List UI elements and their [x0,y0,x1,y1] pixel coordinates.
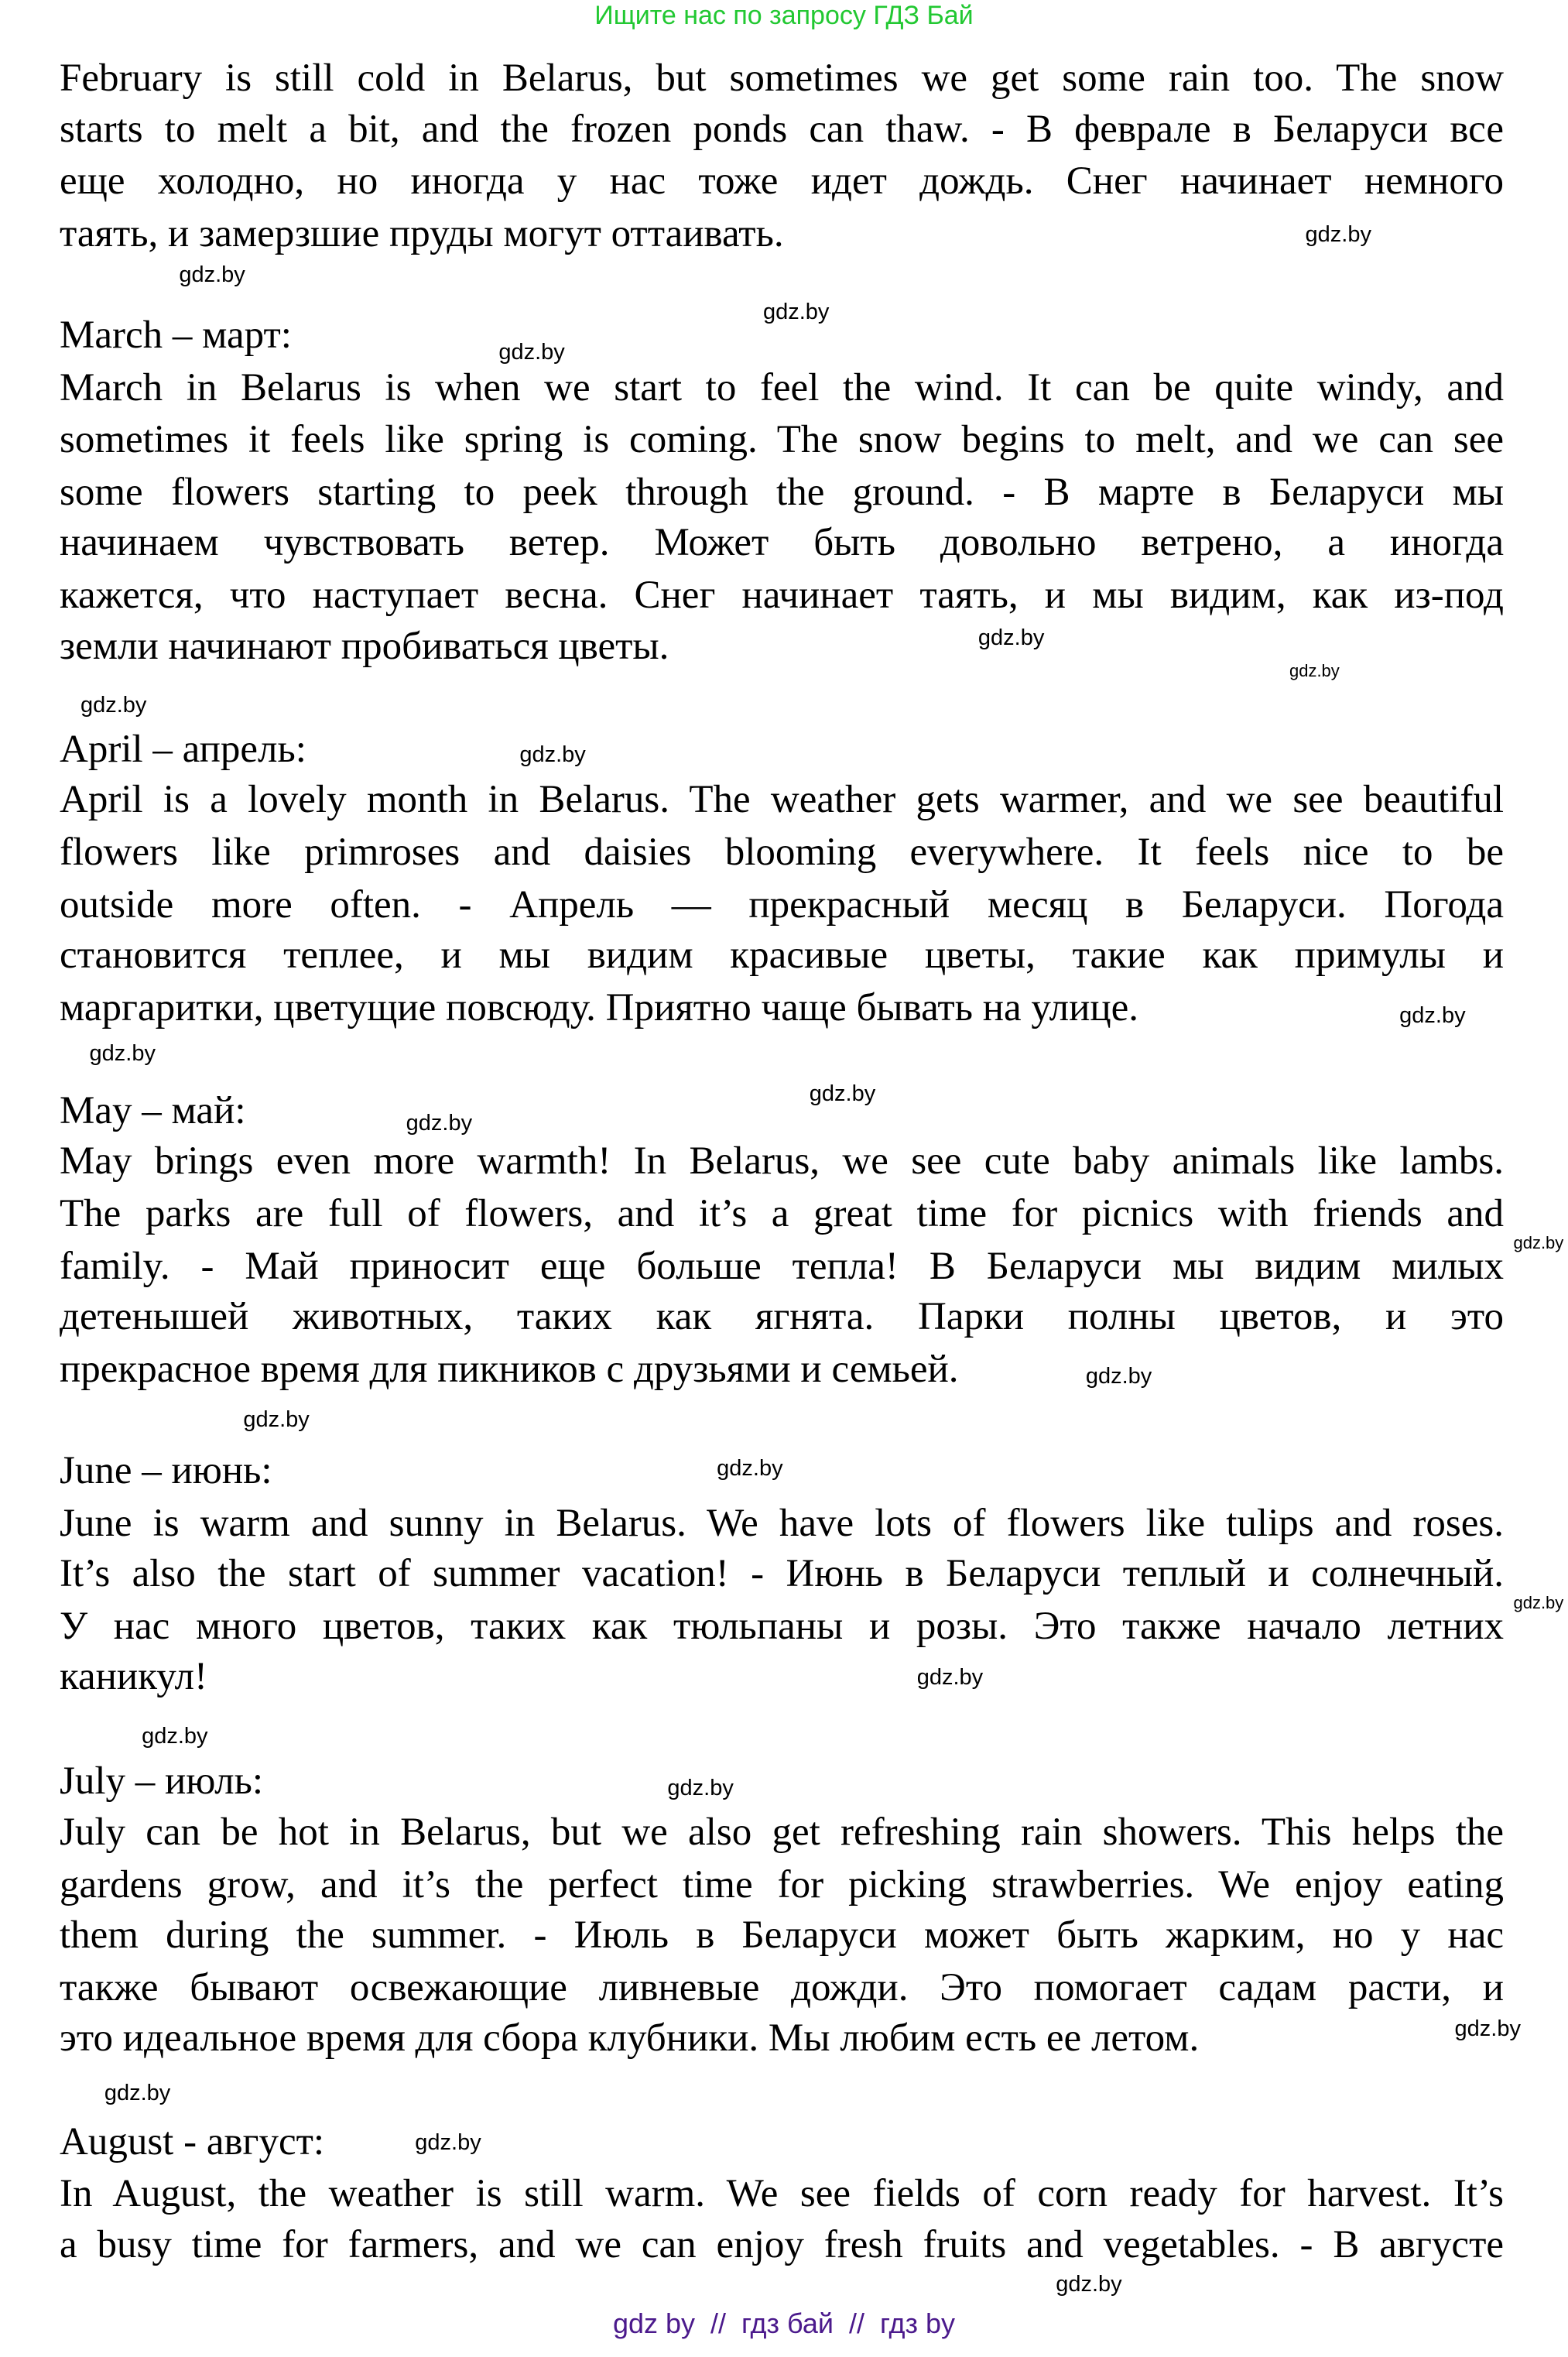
watermark: gdz.by [142,1723,208,1749]
watermark: gdz.by [519,742,586,767]
watermark: gdz.by [406,1111,473,1136]
text-line: также бывают освежающие ливневые дожди. Это помогает садам расти, и [60,1965,1504,2009]
text-line: In August, the weather is still warm. We see fields of corn ready for harvest. It’s [60,2172,1504,2216]
watermark: gdz.by [89,1040,156,1066]
month-heading: May – май: [60,1088,246,1132]
text-line: family. - Май приносит еще больше тепла! В Беларуси мы видим милых [60,1244,1504,1288]
month-heading: March – март: [60,313,292,358]
text-line: It’s also the start of summer vacation! - Июнь в Беларуси теплый и солнечный. [60,1552,1504,1596]
text-line: The parks are full of flowers, and it’s a great time for picnics with friends and [60,1192,1504,1236]
text-line: начинаем чувствовать ветер. Может быть довольно ветрено, а иногда [60,521,1504,565]
text-line: sometimes it feels like spring is coming. The snow begins to melt, and we can see [60,418,1504,462]
text-line: это идеальное время для сбора клубники. Мы любим есть ее летом. [60,2016,1200,2061]
text-line: прекрасное время для пикников с друзьями и семьей. [60,1347,959,1391]
text-line: земли начинают пробиваться цветы. [60,624,669,668]
watermark: gdz.by [1056,2271,1122,2297]
watermark: gdz.by [1305,222,1371,247]
watermark: gdz.by [977,625,1045,651]
text-line: gardens grow, and it’s the perfect time for picking strawberries. We enjoy eating [60,1862,1504,1906]
watermark: gdz.by [1513,1592,1564,1612]
watermark: gdz.by [415,2129,481,2155]
text-line: July can be hot in Belarus, but we also get refreshing rain showers. This helps the [60,1811,1504,1855]
month-heading: April – апрель: [60,727,306,771]
watermark: gdz.by [762,300,830,325]
watermark: gdz.by [80,692,147,718]
text-line: кажется, что наступает весна. Снег начинает таять, и мы видим, как из-под [60,574,1504,617]
text-line: еще холодно, но иногда у нас тоже идет дождь. Снег начинает немного [60,159,1504,204]
month-heading: August - август: [60,2119,325,2163]
footer-links: gdz by // гдз бай // гдз by [612,2307,956,2339]
watermark: gdz.by [104,2080,171,2105]
text-line: flowers like primroses and daisies blooming everywhere. It feels nice to be [60,830,1504,874]
watermark: gdz.by [809,1081,876,1106]
text-line: У нас много цветов, таких как тюльпаны и розы. Это также начало летних [60,1604,1504,1648]
text-line: April is a lovely month in Belarus. The weather gets warmer, and we see beautiful [60,778,1504,822]
watermark: gdz.by [667,1776,734,1801]
watermark: gdz.by [179,262,245,288]
text-line: February is still cold in Belarus, but sometimes we get some rain too. The snow [60,57,1504,101]
text-line: каникул! [60,1655,207,1699]
watermark: gdz.by [1513,1232,1564,1252]
text-line: становится теплее, и мы видим красивые цветы, такие как примулы и [60,934,1504,978]
text-line: a busy time for farmers, and we can enjoy fresh fruits and vegetables. - В августе [60,2222,1504,2266]
watermark: gdz.by [1085,1363,1152,1389]
month-heading: July – июль: [60,1759,264,1804]
watermark: gdz.by [1289,660,1340,680]
text-line: March in Belarus is when we start to feel the wind. It can be quite windy, and [60,365,1504,409]
text-line: starts to melt a bit, and the frozen ponds can thaw. - В феврале в Беларуси все [60,107,1504,151]
text-line: them during the summer. - Июль в Беларуси может быть жарким, но у нас [60,1913,1504,1958]
text-line: some flowers starting to peek through the ground. - В марте в Беларуси мы [60,470,1504,514]
text-line: June is warm and sunny in Belarus. We have lots of flowers like tulips and roses. [60,1501,1504,1545]
watermark: gdz.by [916,1665,984,1691]
watermark: gdz.by [243,1406,310,1432]
watermark: gdz.by [498,340,565,365]
text-line: детенышей животных, таких как ягнята. Парки полны цветов, и это [60,1295,1504,1339]
month-heading: June – июнь: [60,1448,272,1492]
search-hint-banner: Ищите нас по запросу ГДЗ Бай [594,1,974,30]
text-line: May brings even more warmth! In Belarus, we see cute baby animals like lambs. [60,1139,1504,1184]
watermark: gdz.by [717,1456,783,1482]
watermark: gdz.by [1454,2016,1521,2041]
text-line: outside more often. - Апрель — прекрасный месяц в Беларуси. Погода [60,882,1504,927]
watermark: gdz.by [1399,1003,1466,1029]
text-line: маргаритки, цветущие повсюду. Приятно чаще бывать на улице. [60,985,1139,1029]
text-line: таять, и замерзшие пруды могут оттаивать. [60,211,784,255]
